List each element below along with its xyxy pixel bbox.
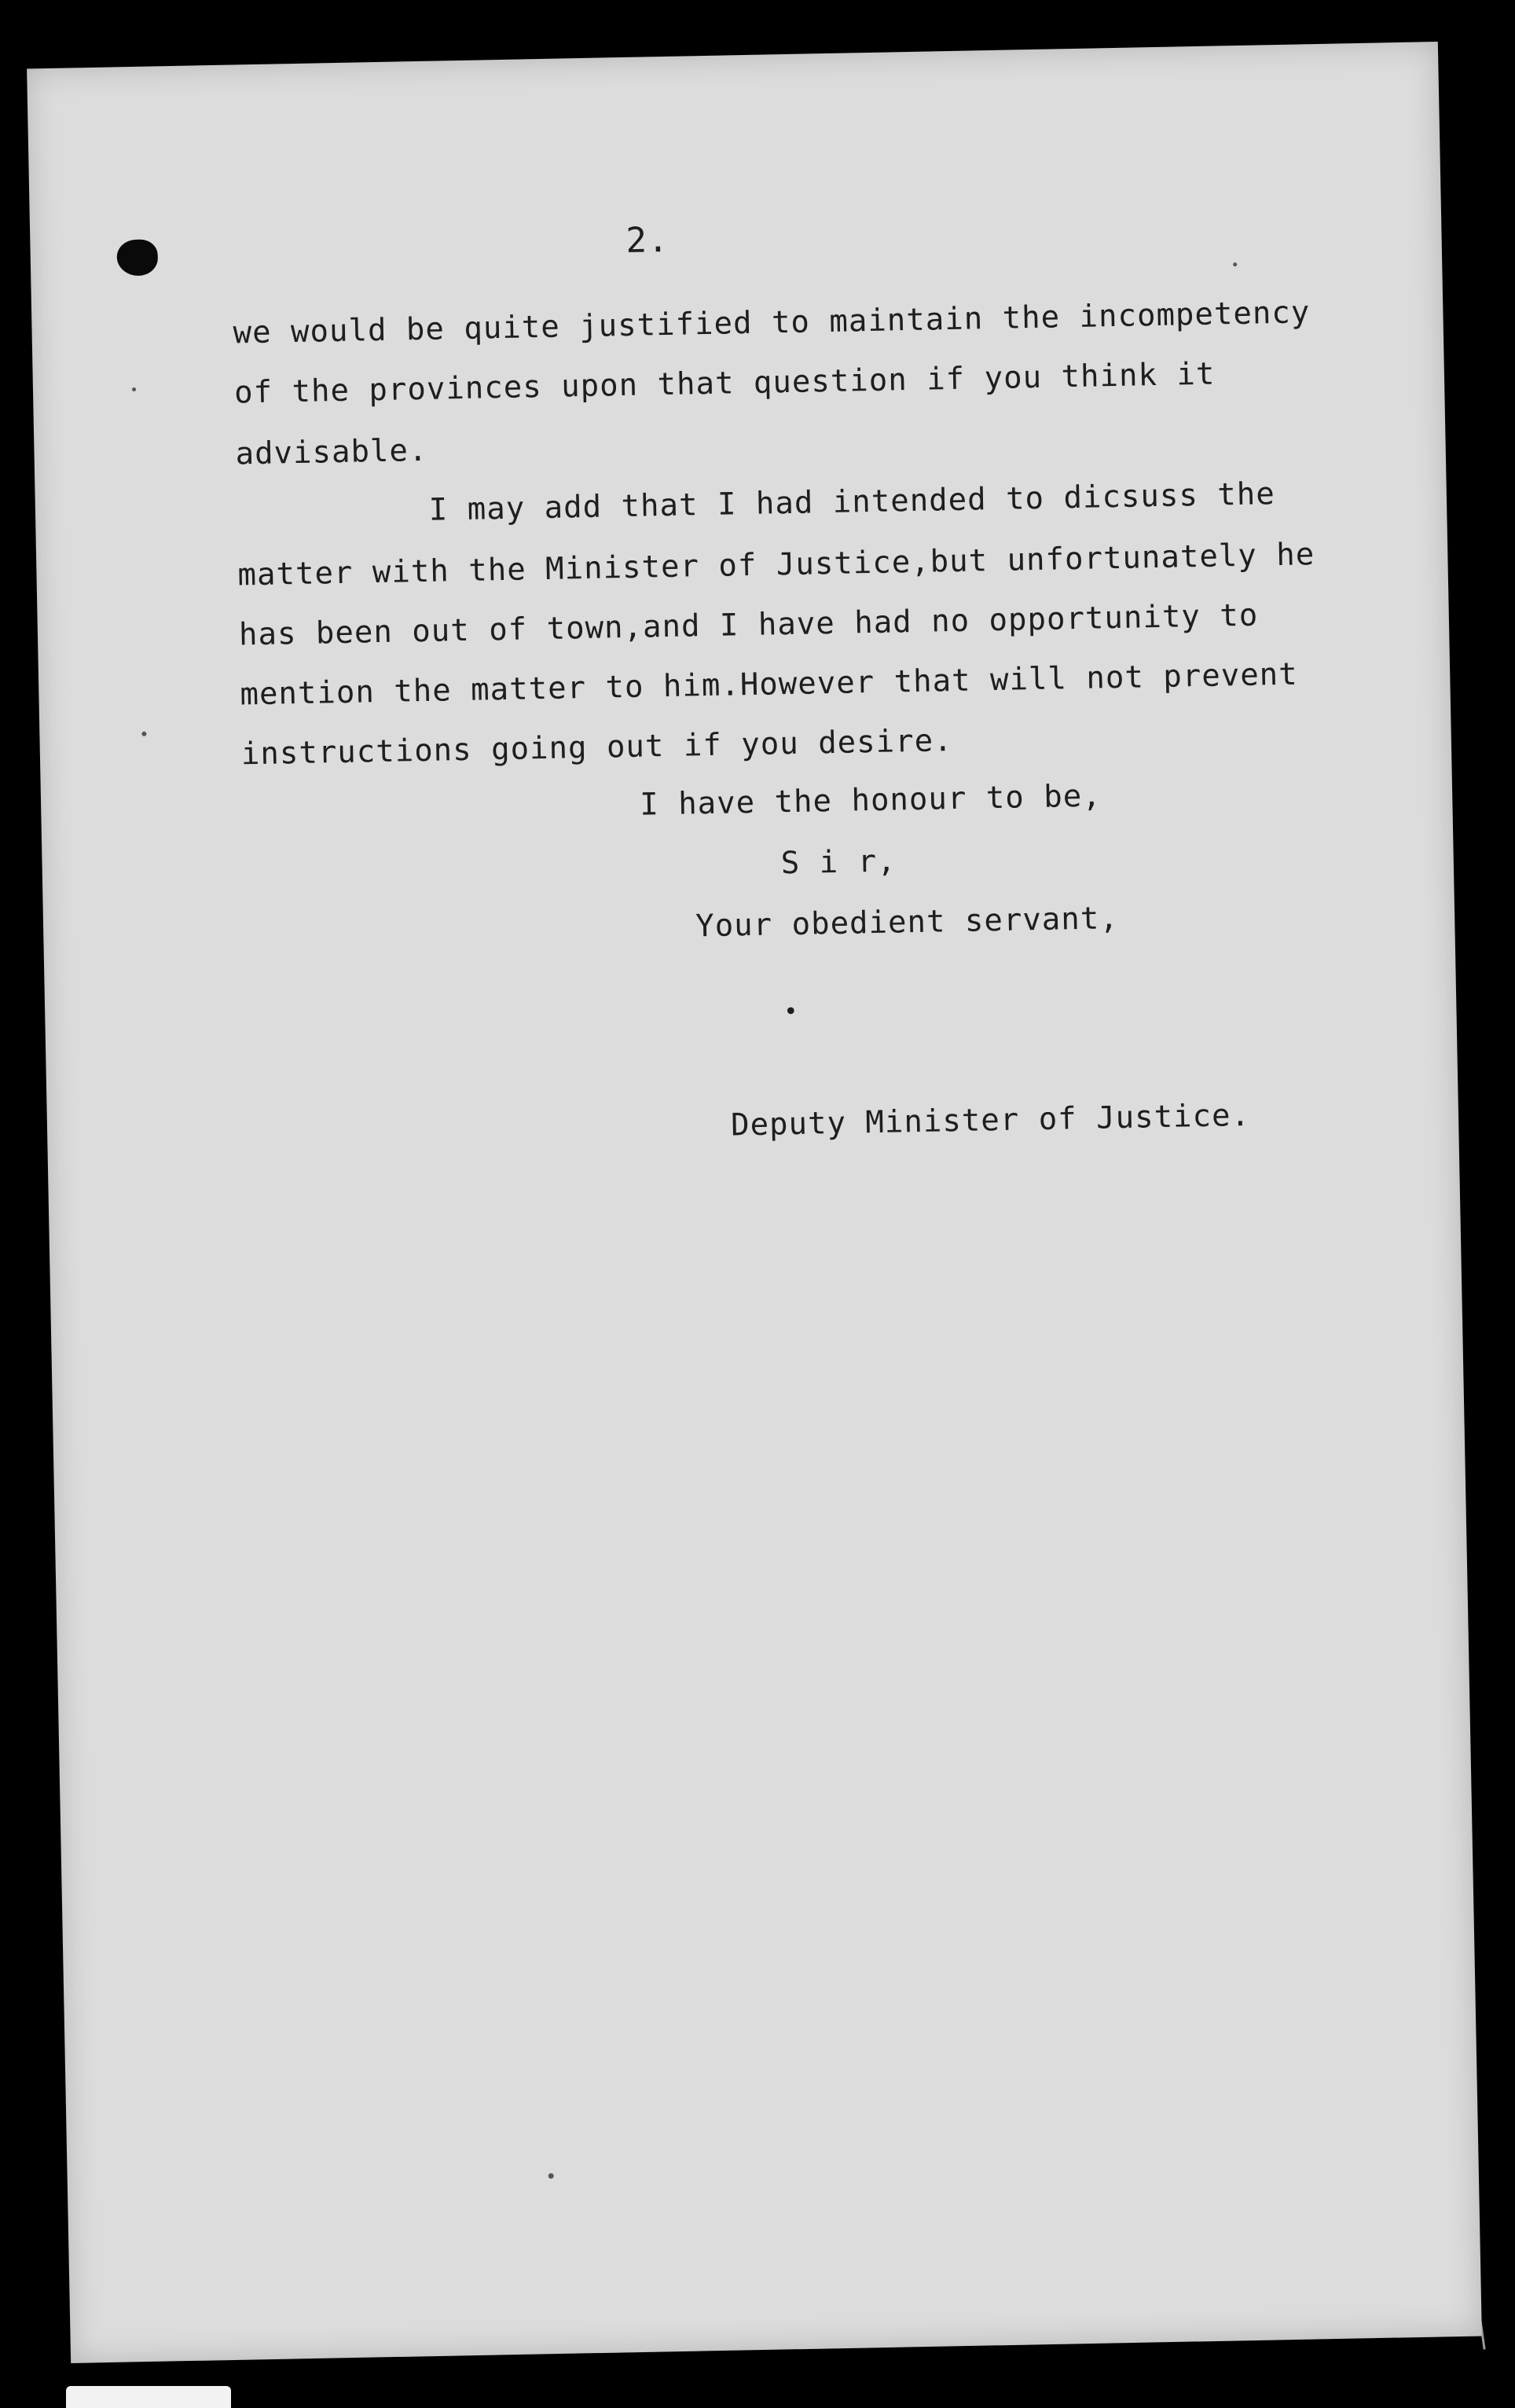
- page-number: 2.: [625, 219, 669, 261]
- body-line: matter with the Minister of Justice,but unfortunately he: [237, 537, 1315, 593]
- paper-speck: [132, 387, 136, 391]
- body-line: mention the matter to him.However that will not prevent: [240, 656, 1299, 713]
- body-line: we would be quite justified to maintain the incompetency: [233, 295, 1311, 351]
- body-line: has been out of town,and I have had no opportunity to: [238, 597, 1259, 653]
- closing-line: I have the honour to be,: [639, 778, 1102, 823]
- letter-page: [27, 42, 1482, 2363]
- body-line: instructions going out if you desire.: [240, 723, 953, 773]
- valediction: Your obedient servant,: [695, 901, 1120, 945]
- archive-label-strip: [66, 2386, 231, 2408]
- signature-title: Deputy Minister of Justice.: [730, 1097, 1251, 1143]
- body-line: of the provinces upon that question if you think it: [233, 356, 1216, 411]
- body-line: I may add that I had intended to dicsuss the: [236, 476, 1276, 532]
- salutation: S i r,: [780, 843, 897, 882]
- paper-speck: [141, 732, 146, 736]
- body-line: advisable.: [235, 432, 428, 472]
- paper-speck: [1233, 262, 1237, 266]
- signature-dot-mark: •: [783, 997, 799, 1026]
- paper-speck: [548, 2173, 554, 2179]
- hole-punch-mark: [116, 239, 158, 276]
